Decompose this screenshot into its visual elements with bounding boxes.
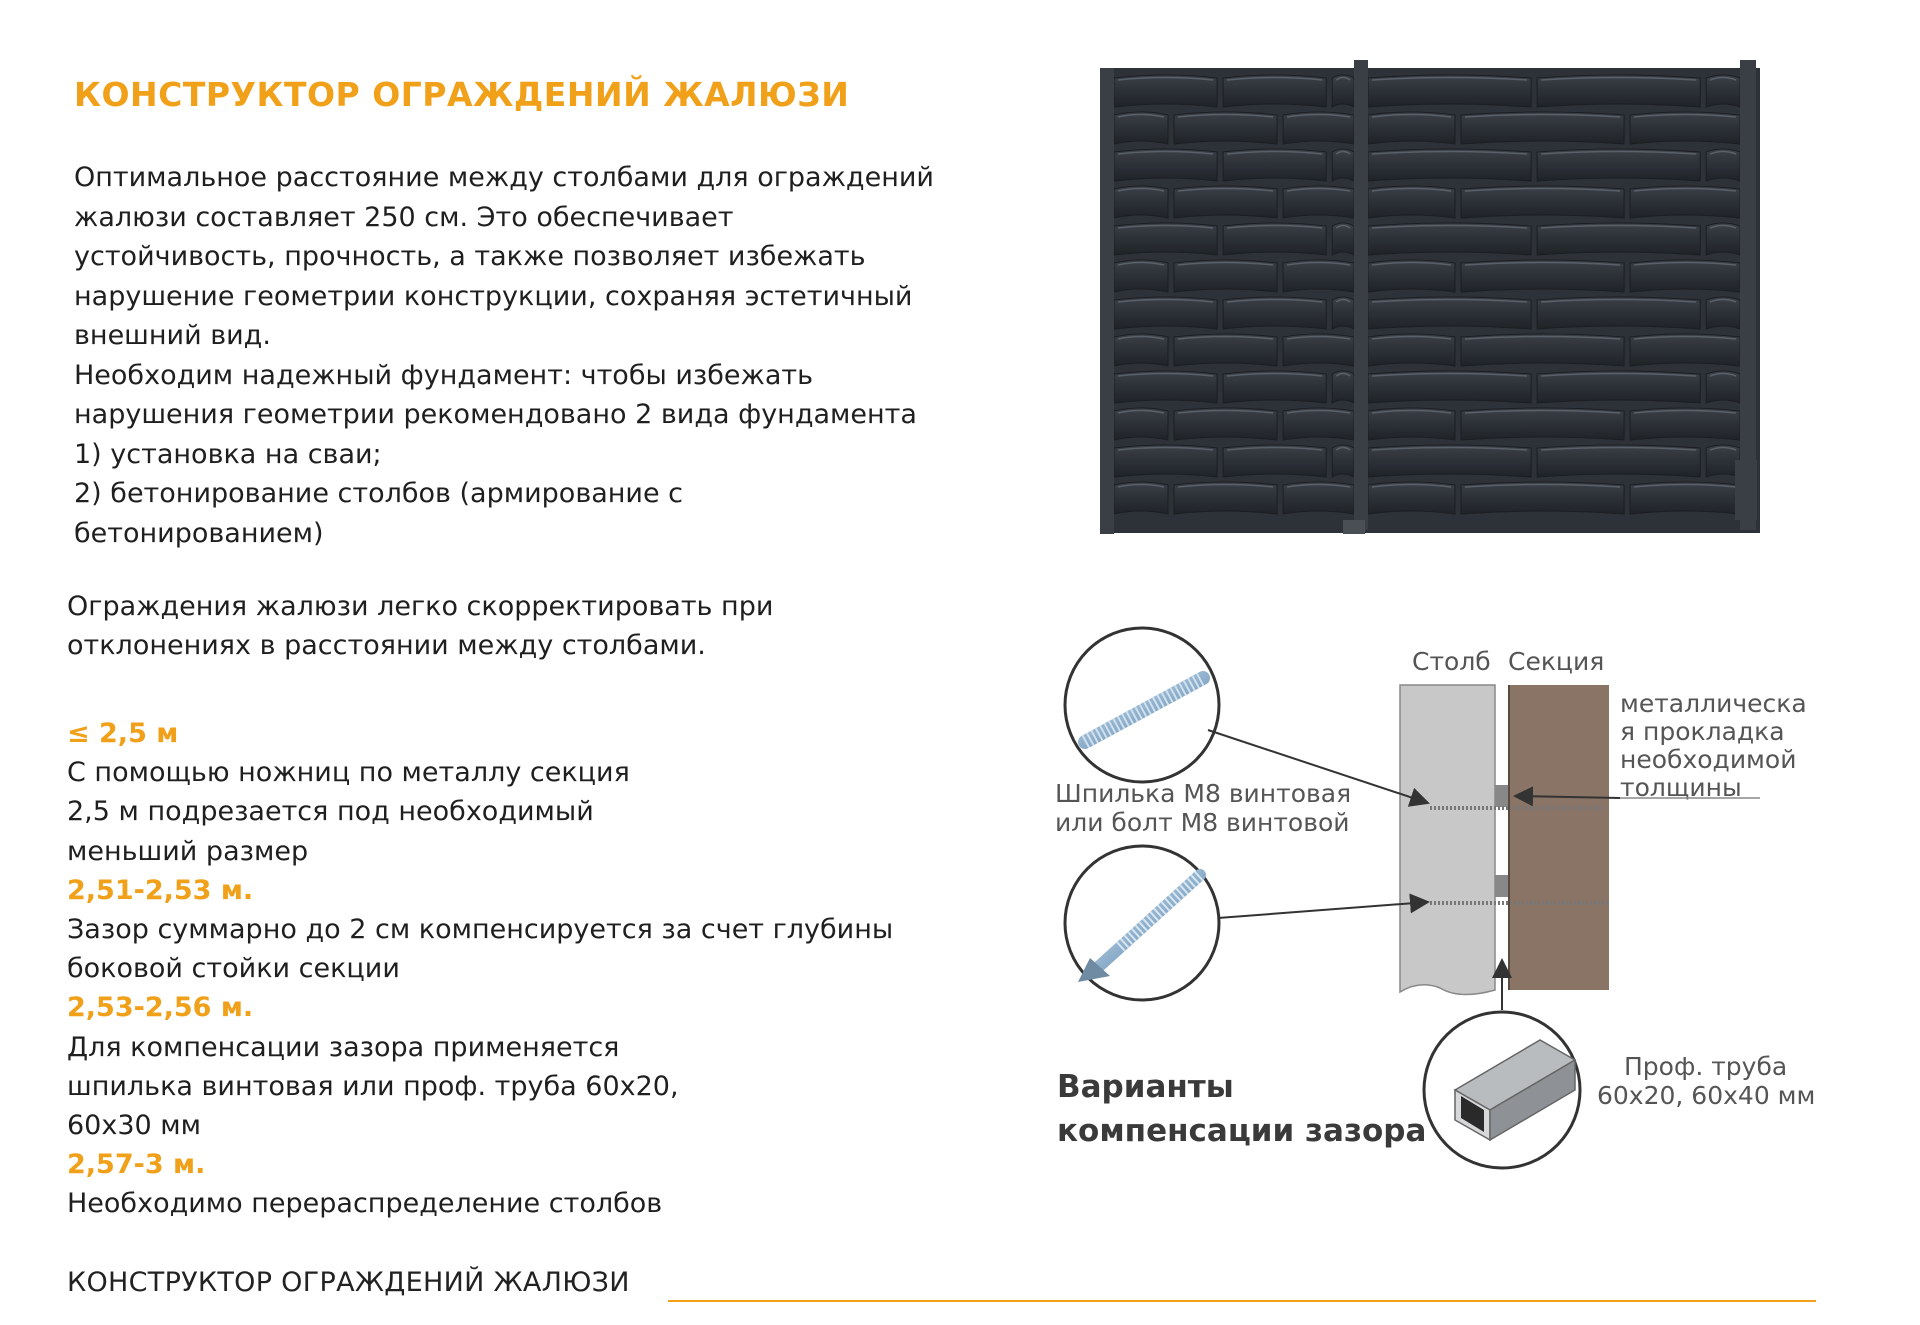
bolt-arrow xyxy=(1218,902,1428,918)
fence-slat xyxy=(1332,297,1354,329)
fence-slat xyxy=(1332,445,1354,477)
page-title: КОНСТРУКТОР ОГРАЖДЕНИЙ ЖАЛЮЗИ xyxy=(74,75,850,114)
footer-rule xyxy=(668,1300,1816,1302)
fence-slat xyxy=(1368,149,1531,181)
label-spacer-line: металлическа xyxy=(1620,689,1807,718)
post-base xyxy=(1343,520,1365,534)
fence-slat xyxy=(1537,223,1700,255)
fence-slat xyxy=(1368,223,1531,255)
label-spacer-line: толщины xyxy=(1620,773,1742,802)
fence-slat xyxy=(1332,371,1354,403)
fence-slat xyxy=(1630,408,1740,440)
fence-slat xyxy=(1537,75,1700,107)
fence-slat xyxy=(1368,297,1531,329)
fence-slat xyxy=(1461,408,1624,440)
fence-slat xyxy=(1461,260,1624,292)
spec-line: боковой стойки секции xyxy=(67,953,400,985)
fence-slat xyxy=(1630,482,1740,514)
fence-slat xyxy=(1630,186,1740,218)
fence-slat xyxy=(1461,112,1624,144)
spacer-plate xyxy=(1495,875,1509,897)
intro-line: устойчивость, прочность, а также позволяет избежать xyxy=(74,241,866,272)
fence-slat xyxy=(1114,75,1217,107)
spec-line: 2,5 м подрезается под необходимый xyxy=(67,796,594,828)
fence-slat xyxy=(1223,149,1326,181)
fence-slat xyxy=(1174,186,1277,218)
spec-heading: ≤ 2,5 м xyxy=(67,718,179,749)
fence-image xyxy=(1100,60,1770,540)
diagram-caption xyxy=(1057,1065,1426,1153)
fence-slat xyxy=(1368,112,1455,144)
spacer-plate xyxy=(1495,785,1509,807)
fence-slat xyxy=(1461,334,1624,366)
fence-slat xyxy=(1114,223,1217,255)
intro-line: бетонированием) xyxy=(74,517,324,549)
correction-paragraph xyxy=(67,587,1027,665)
fence-slat xyxy=(1114,445,1217,477)
fence-slat xyxy=(1537,297,1700,329)
caption-line: Варианты xyxy=(1057,1069,1234,1105)
spec-line: Зазор суммарно до 2 см компенсируется за счет глубины xyxy=(67,914,894,946)
label-stud-line: или болт М8 винтовой xyxy=(1055,808,1350,837)
fence-slat xyxy=(1368,334,1455,366)
spec-line: 60х30 мм xyxy=(67,1110,202,1142)
fence-slat xyxy=(1174,334,1277,366)
fence-slat xyxy=(1537,445,1700,477)
fence-post-middle xyxy=(1354,60,1368,530)
correction-line: Ограждения жалюзи легко скорректировать при xyxy=(67,591,774,622)
correction-line: отклонениях в расстоянии между столбами. xyxy=(67,630,706,661)
fence-slat xyxy=(1537,149,1700,181)
fence-slat xyxy=(1368,445,1531,477)
spec-heading: 2,57-3 м. xyxy=(67,1149,206,1181)
spec-line: Для компенсации зазора применяется xyxy=(67,1031,620,1063)
intro-line: внешний вид. xyxy=(74,320,271,351)
fence-slat xyxy=(1332,223,1354,255)
fence-slat xyxy=(1537,371,1700,403)
label-spacer-line: необходимой xyxy=(1620,745,1797,774)
spec-line: С помощью ножниц по металлу секция xyxy=(67,757,630,789)
spec-heading: 2,53-2,56 м. xyxy=(67,992,254,1024)
label-stud-line: Шпилька М8 винтовая xyxy=(1055,779,1352,808)
fence-slat xyxy=(1630,334,1740,366)
fence-slat xyxy=(1368,260,1455,292)
fence-slat xyxy=(1174,112,1277,144)
fence-slat xyxy=(1368,186,1455,218)
fence-post-left xyxy=(1100,68,1114,534)
intro-line: 2) бетонирование столбов (армирование с xyxy=(74,478,684,509)
gap-specs-list xyxy=(67,714,1027,1224)
fence-slat xyxy=(1368,75,1531,107)
fence-slat xyxy=(1630,260,1740,292)
spec-line: шпилька винтовая или проф. труба 60х20, xyxy=(67,1070,679,1102)
intro-paragraph xyxy=(74,158,1034,553)
spec-line: Необходимо перераспределение столбов xyxy=(67,1188,663,1220)
fence-slat xyxy=(1114,297,1217,329)
fence-slat xyxy=(1630,112,1740,144)
label-post: Столб xyxy=(1412,647,1491,676)
fence-slat xyxy=(1114,149,1217,181)
post-leg xyxy=(1735,460,1757,520)
fence-slat xyxy=(1174,408,1277,440)
fence-slat xyxy=(1332,75,1354,107)
fence-slat xyxy=(1223,297,1326,329)
post-shape xyxy=(1400,685,1495,995)
label-spacer-line: я прокладка xyxy=(1620,717,1785,746)
intro-line: 1) установка на сваи; xyxy=(74,438,382,470)
label-section: Секция xyxy=(1508,647,1605,676)
caption-line: компенсации зазора xyxy=(1057,1113,1427,1149)
intro-line: жалюзи составляет 250 см. Это обеспечивает xyxy=(74,201,734,233)
fence-slat xyxy=(1223,371,1326,403)
intro-line: нарушение геометрии конструкции, сохраняя эстетичный xyxy=(74,280,913,312)
fence-slat xyxy=(1368,408,1455,440)
intro-line: нарушения геометрии рекомендовано 2 вида фундамента xyxy=(74,399,917,430)
spec-line: меньший размер xyxy=(67,835,309,867)
intro-line: Необходим надежный фундамент: чтобы избежать xyxy=(74,359,814,391)
fence-post-right xyxy=(1740,60,1756,530)
label-tube-line: 60х20, 60х40 мм xyxy=(1597,1081,1816,1110)
fence-slat xyxy=(1114,371,1217,403)
fence-slat xyxy=(1461,186,1624,218)
fence-slat xyxy=(1223,223,1326,255)
label-tube-line: Проф. труба xyxy=(1624,1052,1788,1081)
fence-slat xyxy=(1174,482,1277,514)
fence-slat xyxy=(1368,482,1455,514)
intro-line: Оптимальное расстояние между столбами для ограждений xyxy=(74,162,934,193)
section-shape xyxy=(1509,685,1609,990)
fence-slat xyxy=(1223,75,1326,107)
fence-slat xyxy=(1368,371,1531,403)
fence-slat xyxy=(1332,149,1354,181)
footer-title: КОНСТРУКТОР ОГРАЖДЕНИЙ ЖАЛЮЗИ xyxy=(67,1267,630,1298)
spec-heading: 2,51-2,53 м. xyxy=(67,874,254,906)
fence-slat xyxy=(1174,260,1277,292)
fence-slat xyxy=(1223,445,1326,477)
fence-slat xyxy=(1461,482,1624,514)
